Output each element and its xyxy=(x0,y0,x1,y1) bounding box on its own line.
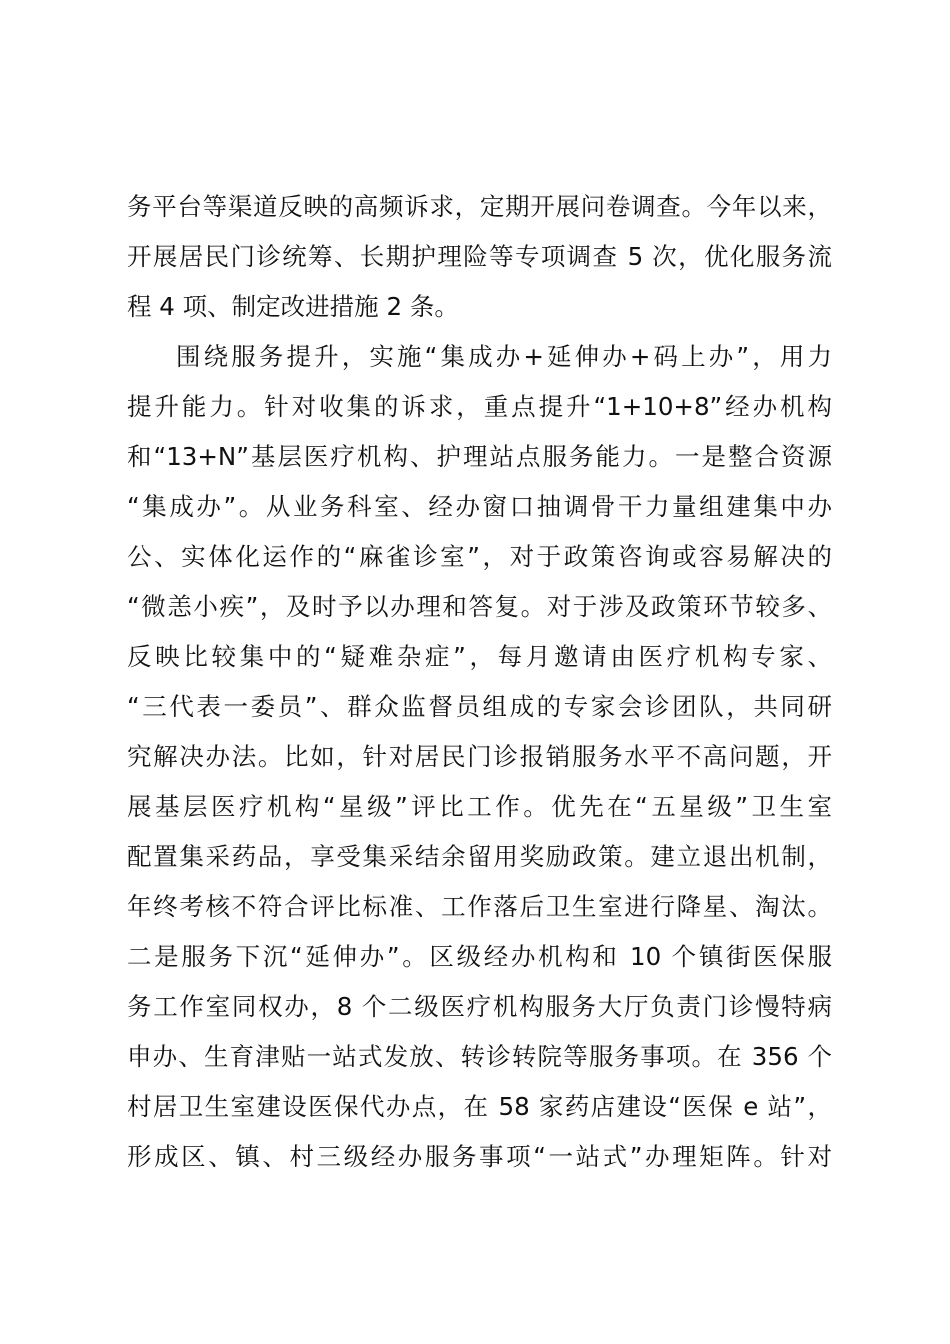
paragraph-line: 究解决办法。比如，针对居民门诊报销服务水平不高问题，开 xyxy=(127,742,832,771)
paragraph-line: 年终考核不符合评比标准、工作落后卫生室进行降星、淘汰。 xyxy=(127,892,832,921)
paragraph-line: 务平台等渠道反映的高频诉求，定期开展问卷调查。今年以来， xyxy=(127,192,832,221)
paragraph-2 xyxy=(127,332,832,1232)
paragraph-line: 程 4 项、制定改进措施 2 条。 xyxy=(127,292,459,321)
paragraph-line: 公、实体化运作的“麻雀诊室”，对于政策咨询或容易解决的 xyxy=(127,542,832,571)
paragraph-line: 二是服务下沉“延伸办”。区级经办机构和 10 个镇街医保服 xyxy=(127,942,832,971)
paragraph-line: 务工作室同权办，8 个二级医疗机构服务大厅负责门诊慢特病 xyxy=(127,992,832,1021)
paragraph-line: 提升能力。针对收集的诉求，重点提升“1+10+8”经办机构 xyxy=(127,392,832,421)
paragraph-line: “三代表一委员”、群众监督员组成的专家会诊团队，共同研 xyxy=(127,692,832,721)
document-body xyxy=(127,182,832,1232)
paragraph-1 xyxy=(127,182,832,332)
paragraph-line: “集成办”。从业务科室、经办窗口抽调骨干力量组建集中办 xyxy=(127,492,832,521)
paragraph-line: “微恙小疾”，及时予以办理和答复。对于涉及政策环节较多、 xyxy=(127,592,832,621)
paragraph-line: 和“13+N”基层医疗机构、护理站点服务能力。一是整合资源 xyxy=(127,442,832,471)
paragraph-line: 展基层医疗机构“星级”评比工作。优先在“五星级”卫生室 xyxy=(127,792,832,821)
paragraph-line: 围绕服务提升，实施“集成办+延伸办+码上办”，用力 xyxy=(176,342,832,371)
paragraph-line: 反映比较集中的“疑难杂症”，每月邀请由医疗机构专家、 xyxy=(127,642,832,671)
paragraph-line xyxy=(127,1182,832,1232)
paragraph-line: 形成区、镇、村三级经办服务事项“一站式”办理矩阵。针对 xyxy=(127,1142,832,1171)
paragraph-line: 申办、生育津贴一站式发放、转诊转院等服务事项。在 356 个 xyxy=(127,1042,832,1071)
paragraph-line: 配置集采药品，享受集采结余留用奖励政策。建立退出机制， xyxy=(127,842,832,871)
paragraph-line: 开展居民门诊统筹、长期护理险等专项调查 5 次，优化服务流 xyxy=(127,242,832,271)
paragraph-line: 村居卫生室建设医保代办点，在 58 家药店建设“医保 e 站”， xyxy=(127,1092,832,1121)
